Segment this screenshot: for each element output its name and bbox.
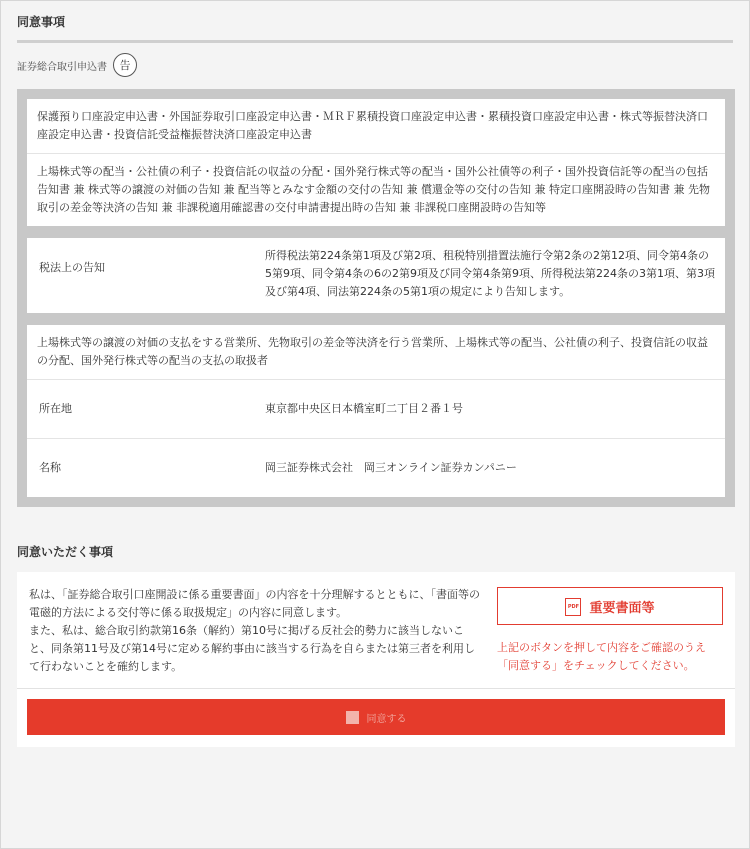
address-label: 所在地	[39, 402, 72, 415]
tax-card	[27, 238, 725, 313]
address-value: 東京都中央区日本橋室町二丁目２番１号	[265, 402, 463, 415]
form-name-row	[17, 43, 733, 77]
company-name-row	[27, 438, 725, 497]
documents-card	[27, 99, 725, 226]
confirmation-note: 上記のボタンを押して内容をご確認のうえ「同意する」をチェックしてください。	[497, 641, 706, 672]
pdf-icon: PDF	[565, 598, 581, 616]
notices-text: 上場株式等の配当・公社債の利子・投資信託の収益の分配・国外発行株式等の配当・国外公社債等の利子・国外投資信託等の配当の包括告知書 兼 株式等の譲渡の対価の告知 兼 配当等とみなす金額の交付の告知 兼 償還金等の交付の告知 兼 特定口座開設時の告知書 兼 先物取引の差金等決済の告知 兼 非課税適用確認書の交付申請書提出時の告知 兼 非課税口座開設時の告知等	[27, 153, 725, 226]
important-documents-button[interactable]	[497, 587, 723, 625]
agreement-paragraph-1: 私は、「証券総合取引口座開設に係る重要書面」の内容を十分理解するとともに、「書面等の電磁的方法による交付等に係る取扱規定」の内容に同意します。	[29, 588, 480, 619]
tax-value: 所得税法第224条第1項及び第2項、租税特別措置法施行令第2条の2第12項、同令第4条の5第9項、同令第4条の6の2第9項及び同令第4条第9項、所得税法第224条の3第1項、第3項及び第4項、同法第224条の5第1項の規定により告知します。	[265, 249, 715, 298]
tax-row	[27, 238, 725, 313]
agreement-text	[29, 586, 483, 676]
form-name-label: 証券総合取引申込書	[17, 61, 107, 73]
agreement-side	[483, 586, 723, 676]
notice-panel	[17, 89, 735, 507]
office-card	[27, 325, 725, 497]
tax-label: 税法上の告知	[39, 261, 105, 274]
page-title: 同意事項	[17, 1, 733, 43]
agreement-paragraph-2: また、私は、総合取引約款第16条（解約）第10号に掲げる反社会的勢力に該当しないこと、同条第11号及び第14号に定める解約事由に該当する行為を自らまたは第三者を利用して行わないことを確約します。	[29, 624, 475, 673]
documents-text: 保護預り口座設定申込書・外国証券取引口座設定申込書・ＭＲＦ累積投資口座設定申込書・累積投資口座設定申込書・株式等振替決済口座設定申込書・投資信託受益権振替決済口座設定申込書	[37, 110, 708, 141]
agree-button[interactable]	[27, 699, 725, 735]
notice-badge: 告	[113, 53, 137, 77]
company-name-value: 岡三証券株式会社 岡三オンライン証券カンパニー	[265, 461, 517, 474]
checkbox-icon[interactable]	[346, 711, 359, 724]
agreement-box	[17, 572, 735, 689]
agree-button-area	[17, 689, 735, 747]
office-description: 上場株式等の譲渡の対価の支払をする営業所、先物取引の差金等決済を行う営業所、上場株式等の配当、公社債の利子、投資信託の収益の分配、国外発行株式等の配当の支払の取扱者	[37, 336, 708, 367]
address-row	[27, 379, 725, 438]
agreement-title: 同意いただく事項	[17, 545, 114, 559]
company-name-label: 名称	[39, 461, 61, 474]
agree-button-label: 同意する	[366, 713, 407, 725]
important-documents-label: 重要書面等	[589, 600, 655, 616]
